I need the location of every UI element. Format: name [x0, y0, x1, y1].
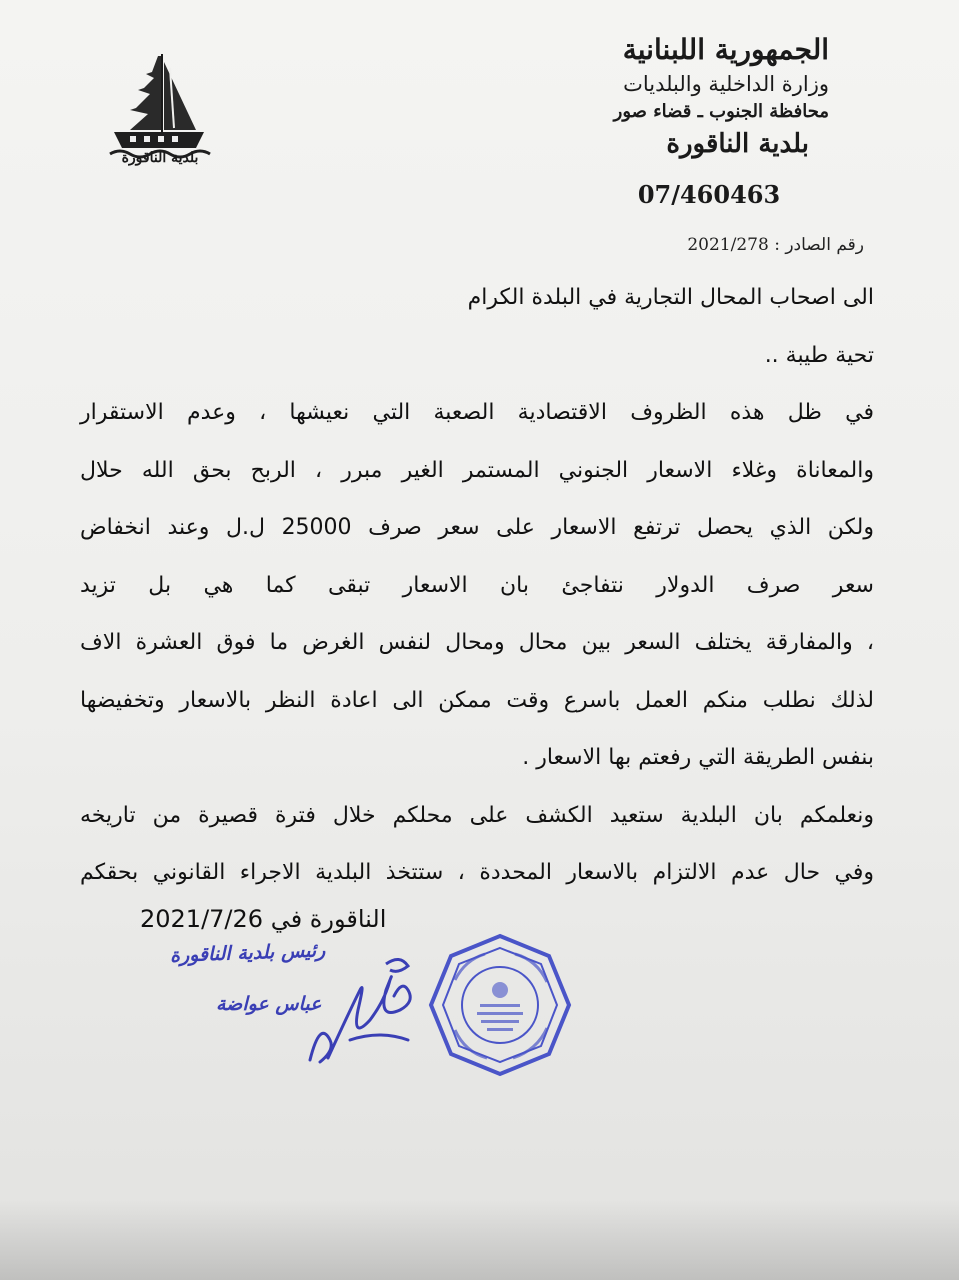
phone-number: 07/460463: [637, 180, 781, 209]
signatory-name: عباس عواضة: [216, 993, 322, 1015]
ministry-title: وزارة الداخلية والبلديات: [623, 72, 829, 96]
body-line: ، والمفارقة يختلف السعر بين محال ومحال لنفس الغرض ما فوق العشرة الاف: [80, 630, 874, 655]
official-stamp-icon: [425, 930, 575, 1080]
body-line: والمعاناة وغلاء الاسعار الجنوني المستمر الغير مبرر ، الربح بحق الله حلال: [80, 457, 874, 483]
municipality-title: بلدية الناقورة: [666, 129, 809, 159]
republic-title: الجمهورية اللبنانية: [622, 33, 829, 66]
date-line: الناقورة في 2021/7/26: [140, 905, 387, 933]
body-line: سعر صرف الدولار نتفاجئ بان الاسعار تبقى كما هي بل تزيد: [80, 572, 874, 598]
letter-body: [80, 275, 874, 908]
body-line: بنفس الطريقة التي رفعتم بها الاسعار .: [522, 745, 874, 770]
letterhead: [409, 30, 829, 209]
reference-label: رقم الصادر :: [774, 235, 864, 255]
body-line: وفي حال عدم الالتزام بالاسعار المحددة ، ستتخذ البلدية الاجراء القانوني بحقكم: [80, 860, 874, 885]
reference-value: 2021/278: [687, 235, 769, 255]
governorate-title: محافظة الجنوب ـ قضاء صور: [613, 101, 829, 122]
addressee-line: الى اصحاب المحال التجارية في البلدة الكرام: [467, 285, 874, 310]
body-line: ولكن الذي يحصل ترتفع الاسعار على سعر صرف 25000 ل.ل وعند انخفاض: [80, 515, 874, 540]
logo-caption: بلدية الناقورة: [121, 150, 199, 166]
handwritten-signature-icon: [290, 950, 430, 1080]
body-line: لذلك نطلب منكم العمل باسرع وقت ممكن الى اعادة النظر بالاسعار وتخفيضها: [80, 687, 874, 713]
body-line: ونعلمكم بان البلدية ستعيد الكشف على محلكم خلال فترة قصيرة من تاريخه: [80, 802, 874, 828]
reference-number: [687, 235, 864, 255]
body-line: في ظل هذه الظروف الاقتصادية الصعبة التي نعيشها ، وعدم الاستقرار: [80, 400, 874, 425]
greeting-line: تحية طيبة ..: [764, 342, 874, 368]
signatory-title: رئيس بلدية الناقورة: [169, 939, 326, 967]
